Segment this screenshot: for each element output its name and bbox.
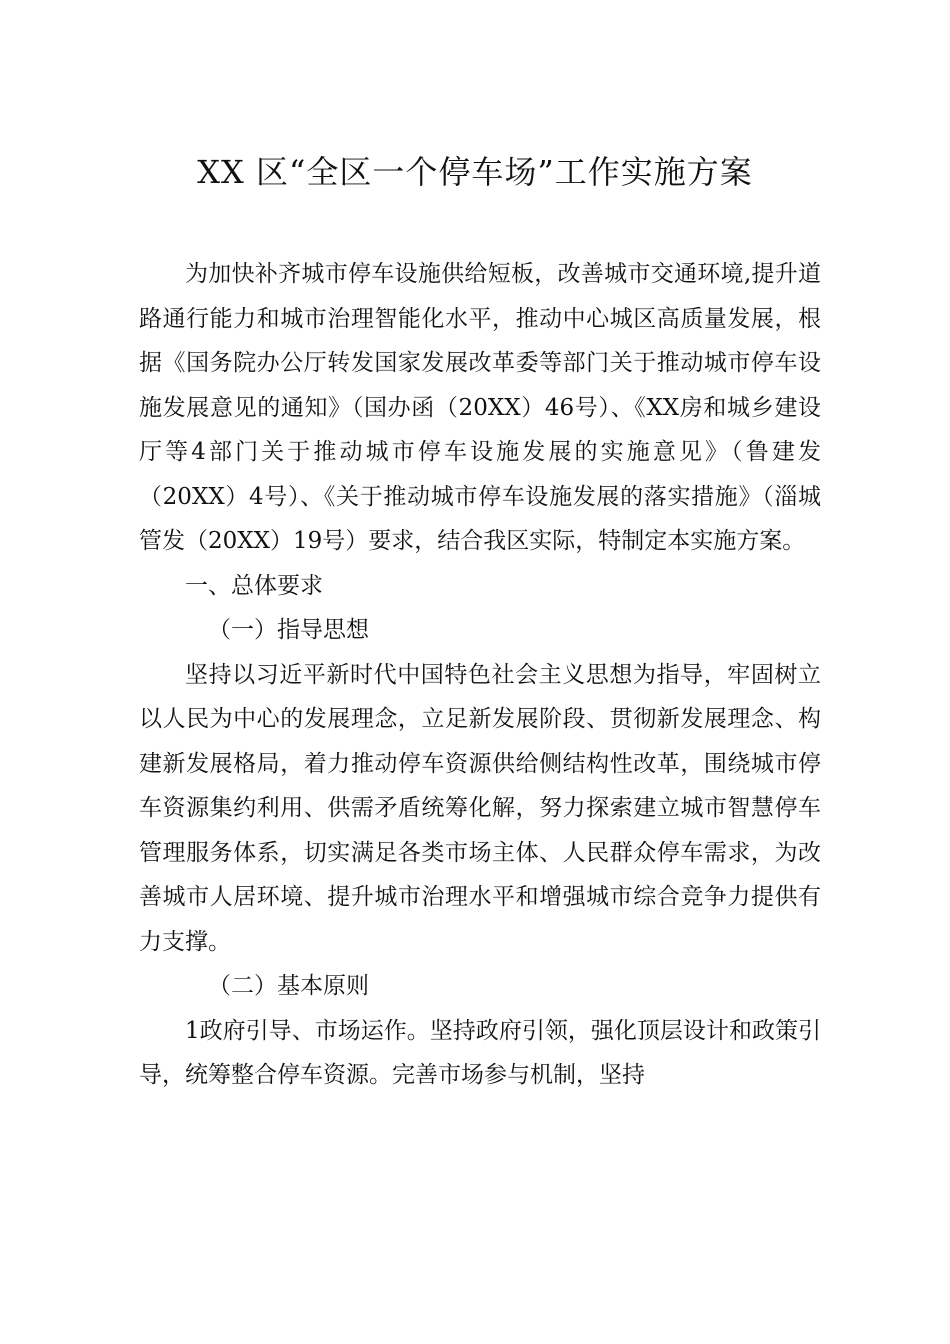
document-body [139,252,821,1098]
section-heading-general-requirements: 一、总体要求 [185,572,323,599]
principle-1-paragraph: 1政府引导、市场运作。坚持政府引领，强化顶层设计和政策引导，统筹整合停车资源。完善市场参与机制，坚持 [139,1017,821,1088]
subsection-heading-guiding-ideology: （一）指导思想 [208,617,369,643]
subsection-heading-basic-principles: （二）基本原则 [208,973,369,999]
guiding-ideology-paragraph: 坚持以习近平新时代中国特色社会主义思想为指导，牢固树立以人民为中心的发展理念，立足新发展阶段、贯彻新发展理念、构建新发展格局，着力推动停车资源供给侧结构性改革，围绕城市停车资源集约利用、供需矛盾统筹化解，努力探索建立城市智慧停车管理服务体系，切实满足各类市场主体、人民群众停车需求，为改善城市人居环境、提升城市治理水平和增强城市综合竞争力提供有力支撑。 [139,661,821,955]
document-title: XX 区“全区一个停车场”工作实施方案 [197,153,753,191]
intro-paragraph: 为加快补齐城市停车设施供给短板，改善城市交通环境,提升道路通行能力和城市治理智能化水平，推动中心城区高质量发展，根据《国务院办公厅转发国家发展改革委等部门关于推动城市停车设施发展意见的通知》（国办函（20XX）46号）、《XX房和城乡建设厅等4部门关于推动城市停车设施发展的实施意见》（鲁建发（20XX）4号）、《关于推动城市停车设施发展的落实措施》（淄城管发（20XX）19号）要求，结合我区实际，特制定本实施方案。 [139,261,821,554]
